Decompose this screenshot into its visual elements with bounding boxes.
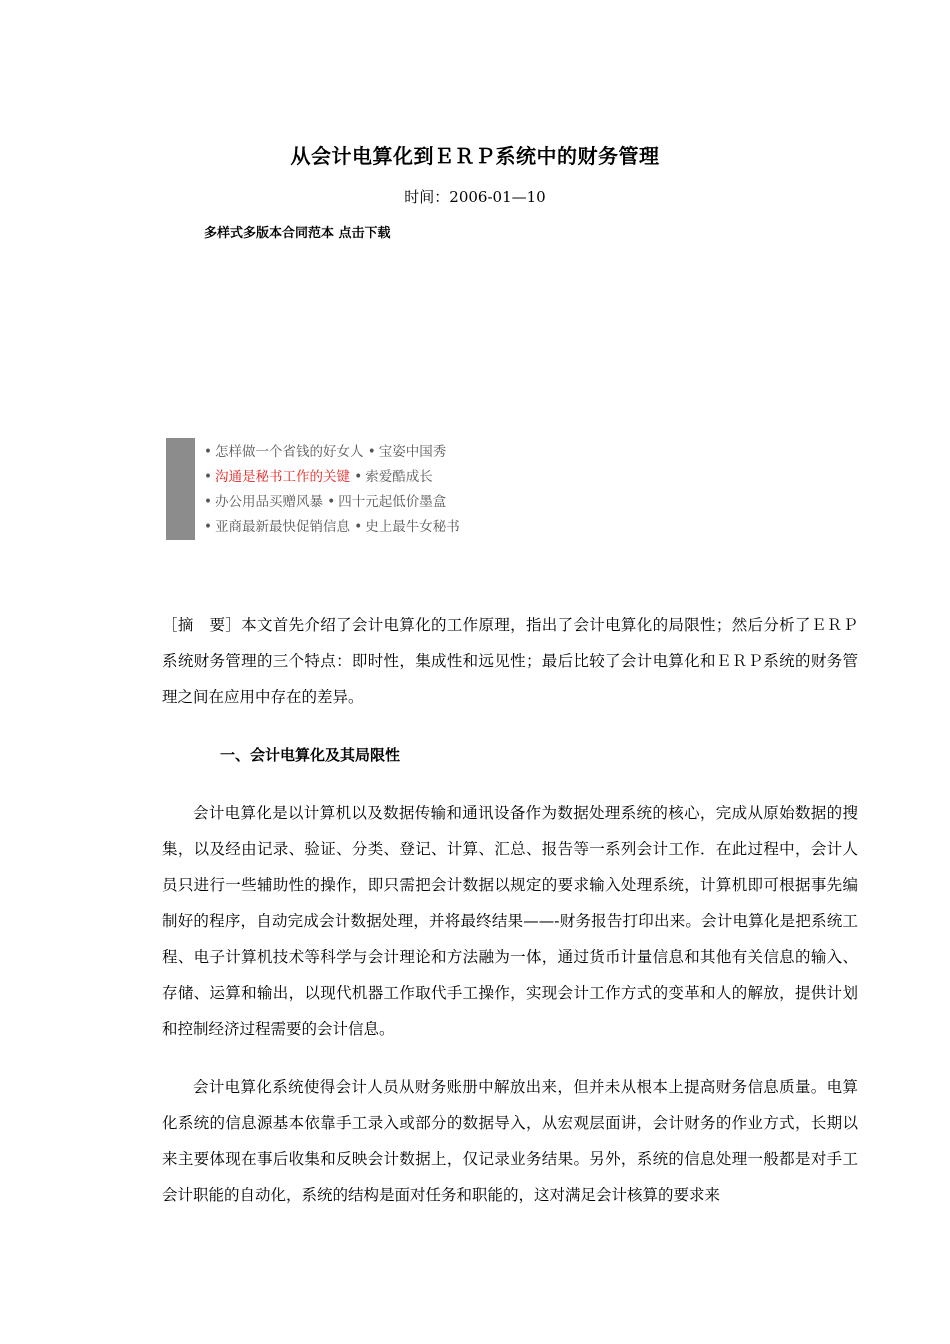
body-paragraph: 会计电算化是以计算机以及数据传输和通讯设备作为数据处理系统的核心，完成从原始数据的搜集，以及经由记录、验证、分类、登记、计算、汇总、报告等一系列会计工作．在此过程中，会计人员只进行一些辅助性的操作，即只需把会计数据以规定的要求输入处理系统，计算机即可根据事先编制好的程序，自动完成会计数据处理，并将最终结果——-财务报告打印出来。会计电算化是把系统工程、电子计算机技术等科学与会计理论和方法融为一体，通过货币计量信息和其他有关信息的输入、存储、运算和输出，以现代机器工作取代手工操作，实现会计工作方式的变革和人的解放，提供计划和控制经济过程需要的会计信息。 xyxy=(162,804,858,1038)
ad-link[interactable]: 史上最牛女秘书 xyxy=(365,519,460,535)
bullet-icon: • xyxy=(204,494,212,510)
bullet-icon: • xyxy=(354,519,363,535)
bullet-icon: • xyxy=(327,494,336,510)
bullet-icon: • xyxy=(354,469,363,485)
ad-link[interactable]: 四十元起低价墨盒 xyxy=(338,494,447,510)
ad-link[interactable]: 索爱酷成长 xyxy=(365,469,433,485)
ad-side-bar xyxy=(166,438,195,540)
contract-download-link[interactable]: 多样式多版本合同范本 点击下载 xyxy=(204,226,391,241)
ad-link[interactable]: 怎样做一个省钱的好女人 xyxy=(214,444,364,460)
article-body xyxy=(162,607,858,1235)
bullet-icon: • xyxy=(204,519,212,535)
abstract-paragraph: ［摘 要］本文首先介绍了会计电算化的工作原理，指出了会计电算化的局限性；然后分析了ＥＲＰ系统财务管理的三个特点：即时性，集成性和远见性；最后比较了会计电算化和ＥＲＰ系统的财务管理之间在应用中存在的差异。 xyxy=(162,616,858,706)
promo-link-container xyxy=(204,222,391,241)
list-item xyxy=(204,466,460,491)
ad-link-highlighted[interactable]: 沟通是秘书工作的关键 xyxy=(214,469,350,485)
document-title: 从会计电算化到ＥＲＰ系统中的财务管理 xyxy=(290,144,660,168)
body-paragraph: 会计电算化系统使得会计人员从财务账册中解放出来，但并未从根本上提高财务信息质量。电算化系统的信息源基本依靠手工录入或部分的数据导入，从宏观层面讲，会计财务的作业方式，长期以来主要体现在事后收集和反映会计数据上，仅记录业务结果。另外，系统的信息处理一般都是对手工会计职能的自动化，系统的结构是面对任务和职能的，这对满足会计核算的要求来 xyxy=(162,1078,858,1204)
list-item xyxy=(204,491,460,516)
bullet-icon: • xyxy=(367,444,376,460)
ad-link-list xyxy=(204,441,460,541)
publish-date: 时间：2006-01—10 xyxy=(404,188,546,206)
ad-link[interactable]: 宝姿中国秀 xyxy=(378,444,447,460)
bullet-icon: • xyxy=(204,469,212,485)
section-heading: 一、会计电算化及其局限性 xyxy=(220,746,401,764)
ad-link[interactable]: 办公用品买赠风暴 xyxy=(214,494,323,510)
bullet-icon: • xyxy=(204,444,212,460)
ad-link[interactable]: 亚商最新最快促销信息 xyxy=(214,519,350,535)
list-item xyxy=(204,441,460,466)
ad-links-box xyxy=(166,438,496,540)
list-item xyxy=(204,516,460,541)
